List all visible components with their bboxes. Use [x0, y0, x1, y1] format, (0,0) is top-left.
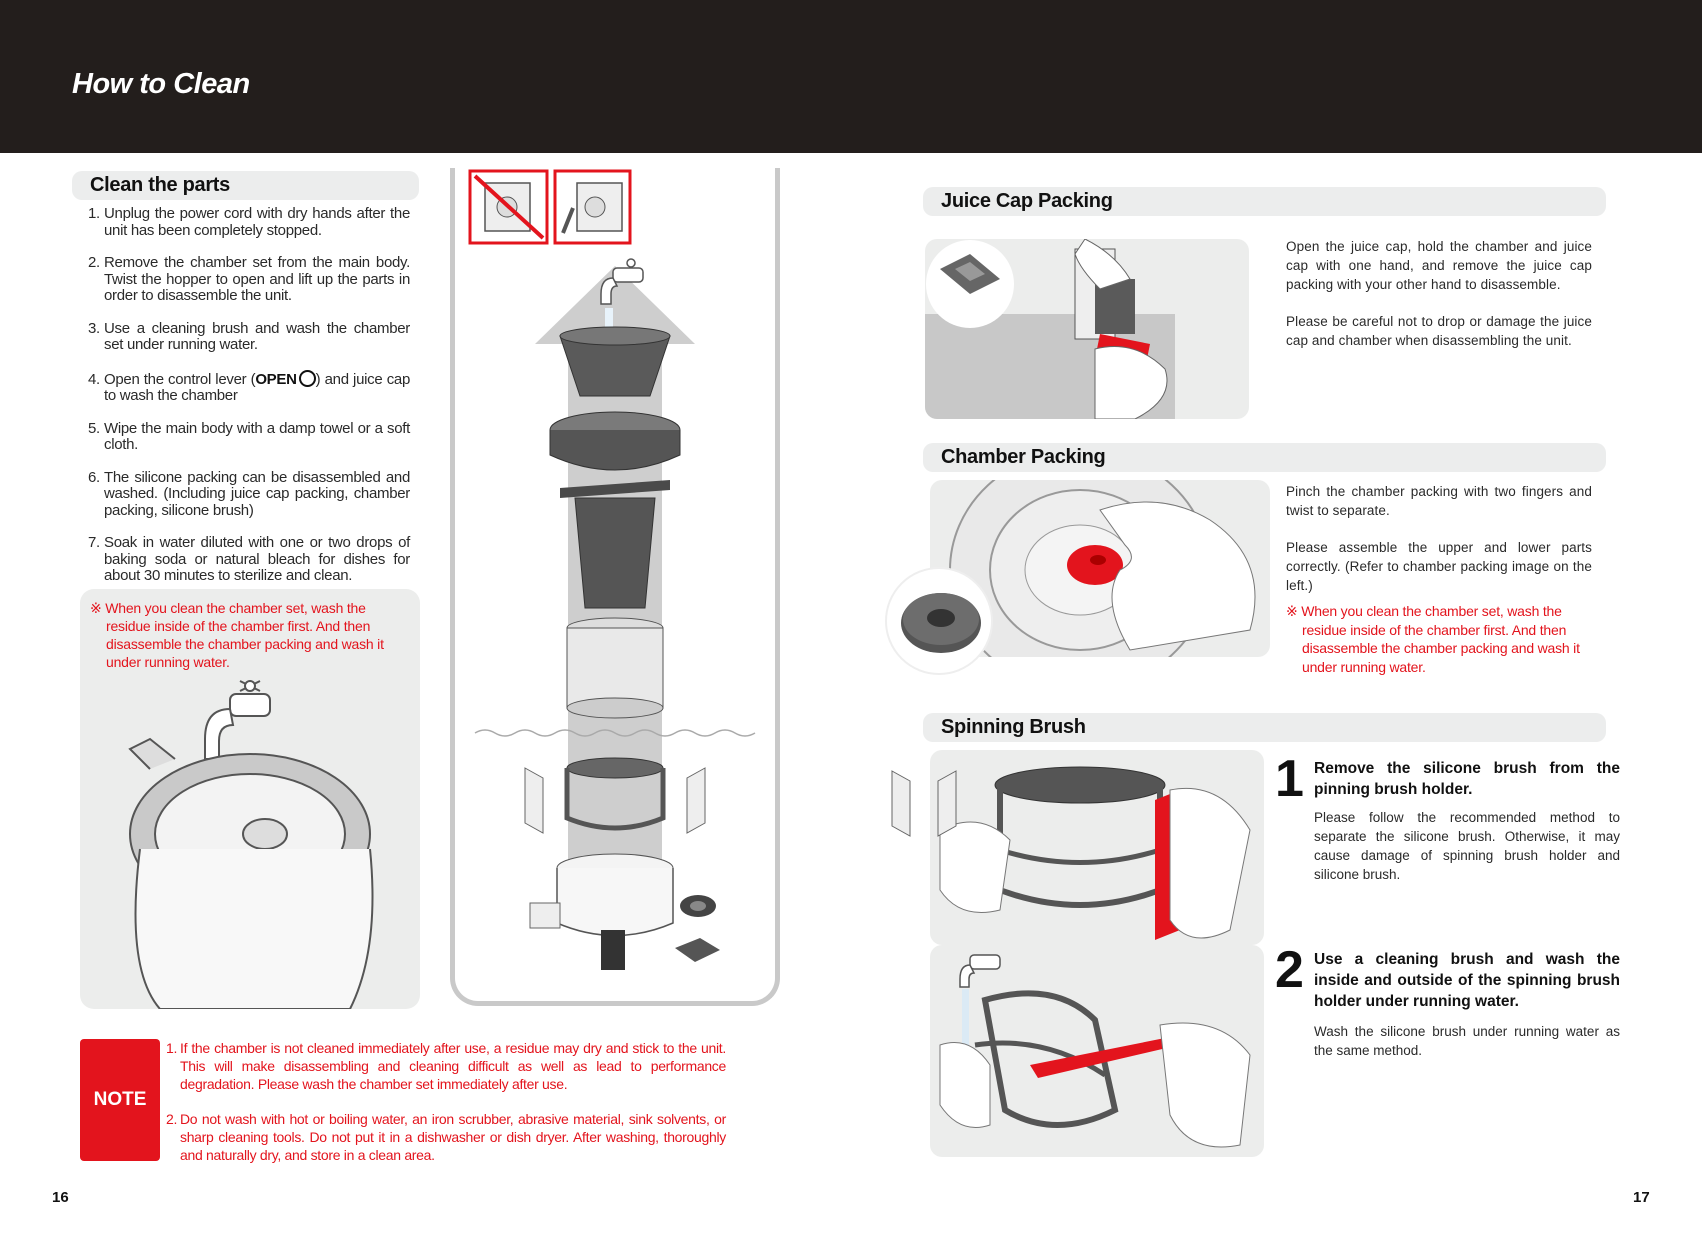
step-number-2: 2 — [1275, 941, 1304, 999]
list-item: 2. Remove the chamber set from the main body. Twist the hopper to open and lift up the parts in order to disassemble the unit. — [88, 254, 410, 304]
chamber-warning-note: ※ When you clean the chamber set, wash the residue inside of the chamber first. And then disassemble the chamber packing and wash it under running water. — [90, 600, 384, 670]
chamber-packing-detail-icon — [884, 566, 994, 676]
section-title-clean-parts: Clean the parts — [90, 174, 230, 196]
juice-cap-paragraph-1: Open the juice cap, hold the chamber and juice cap with one hand, and remove the juice cap packing with your other hand to disassemble. — [1286, 239, 1592, 292]
step-2-text: Wash the silicone brush under running water as the same method. — [1314, 1024, 1620, 1058]
list-item: 1. Unplug the power cord with dry hands after the unit has been completely stopped. — [88, 205, 410, 239]
section-bar-juice-cap — [923, 187, 1606, 216]
juice-cap-illustration-panel — [925, 239, 1249, 419]
juice-cap-illustration — [925, 239, 1249, 419]
section-title-chamber-packing: Chamber Packing — [941, 446, 1106, 468]
unplug-icons — [470, 171, 630, 243]
open-circle-icon — [299, 370, 316, 387]
cleaning-steps-list — [88, 206, 410, 601]
section-title-juice-cap: Juice Cap Packing — [941, 190, 1113, 212]
step-2-heading: Use a cleaning brush and wash the inside and outside of the spinning brush holder under running water. — [1314, 951, 1620, 1010]
brush-wash-illustration-panel — [930, 945, 1264, 1157]
note-label: NOTE — [93, 1089, 147, 1110]
page-header — [0, 0, 1702, 153]
page-number-left: 16 — [52, 1189, 69, 1206]
note-badge — [80, 1039, 160, 1161]
silicone-brush-parts-icon — [884, 766, 964, 841]
brush-wash-illustration — [930, 945, 1264, 1157]
list-item: 3. Use a cleaning brush and wash the chamber set under running water. — [88, 319, 410, 353]
chamber-packing-warning: ※ When you clean the chamber set, wash the residue inside of the chamber first. And then disassemble the chamber packing and wash it under running water. — [1286, 603, 1580, 675]
open-label: OPEN — [255, 370, 297, 388]
page-title: How to Clean — [72, 68, 250, 100]
list-item: 6. The silicone packing can be disassembled and washed. (Including juice cap packing, chamber packing, silicone brush) — [88, 468, 410, 519]
list-item: 4. Open the control lever (OPEN ) and juice cap to wash the chamber — [88, 370, 411, 404]
juice-cap-text — [1286, 237, 1592, 368]
brush-remove-illustration — [930, 750, 1264, 945]
step-number-1: 1 — [1275, 750, 1304, 808]
exploded-parts-diagram — [455, 168, 775, 1001]
chamber-paragraph-1: Pinch the chamber packing with two fingers and twist to separate. — [1286, 484, 1592, 518]
section-bar-chamber-packing — [923, 443, 1606, 472]
list-item: 7. Soak in water diluted with one or two drops of baking soda or natural bleach for dishes for about 30 minutes to sterilize and clean. — [88, 534, 410, 584]
list-item: 1. If the chamber is not cleaned immediately after use, a residue may dry and stick to the unit. This will make disassembling and cleaning difficult as well as lead to performance degradation. Please wash the chamber set immediately after use. — [166, 1040, 726, 1092]
step-1-heading: Remove the silicone brush from the pinning brush holder. — [1314, 760, 1620, 798]
list-item: 5. Wipe the main body with a damp towel or a soft cloth. — [88, 419, 410, 453]
section-title-spinning-brush: Spinning Brush — [941, 716, 1086, 738]
brush-remove-illustration-panel — [930, 750, 1264, 945]
list-item: 2. Do not wash with hot or boiling water, an iron scrubber, abrasive material, sink solvents, or sharp cleaning tools. Do not put it in a dishwasher or dish dryer. After washing, thoroughly and naturally dry, and store in a clean area. — [166, 1111, 726, 1163]
note-list — [166, 1039, 726, 1181]
section-bar-spinning-brush — [923, 713, 1606, 742]
chamber-packing-text — [1286, 482, 1592, 597]
page-number-right: 17 — [1633, 1189, 1650, 1206]
exploded-parts-frame — [450, 168, 780, 1006]
section-bar-clean-parts — [72, 171, 419, 200]
juice-cap-paragraph-2: Please be careful not to drop or damage the juice cap and chamber when disassembling the unit. — [1286, 314, 1592, 348]
chamber-paragraph-2: Please assemble the upper and lower parts correctly. (Refer to chamber packing image on the left.) — [1286, 540, 1592, 593]
step-1-text: Please follow the recommended method to separate the silicone brush. Otherwise, it may cause damage of spinning brush holder and silicone brush. — [1314, 810, 1620, 882]
